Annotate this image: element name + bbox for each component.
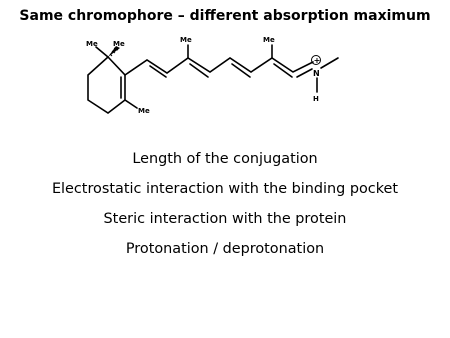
methyl-label: Me [138, 107, 150, 115]
methyl-label: Me [180, 36, 192, 44]
factor-item: Length of the conjugation [132, 151, 318, 167]
factor-item: Electrostatic interaction with the binding pocket [51, 181, 399, 197]
methyl-label: Me [263, 36, 275, 44]
positive-charge-icon [312, 56, 321, 66]
methyl-label: Me [113, 40, 125, 48]
retinal-schiff-base-structure [0, 0, 450, 140]
factor-list [0, 150, 450, 270]
bond-lines [88, 45, 338, 113]
factor-item: Protonation / deprotonation [125, 241, 325, 257]
svg-text:+: + [313, 56, 321, 65]
n-methyl-bond [321, 58, 338, 68]
gem-methyl-bond [96, 47, 108, 57]
slide-title: Same chromophore – different absorption maximum [19, 8, 431, 24]
hydrogen-label: H [313, 95, 319, 103]
nitrogen-label: N [313, 69, 320, 78]
methyl-label: Me [86, 40, 98, 48]
factor-item: Steric interaction with the protein [103, 211, 347, 227]
ring-bonds [88, 57, 125, 113]
ring-methyl-bond [125, 100, 137, 108]
